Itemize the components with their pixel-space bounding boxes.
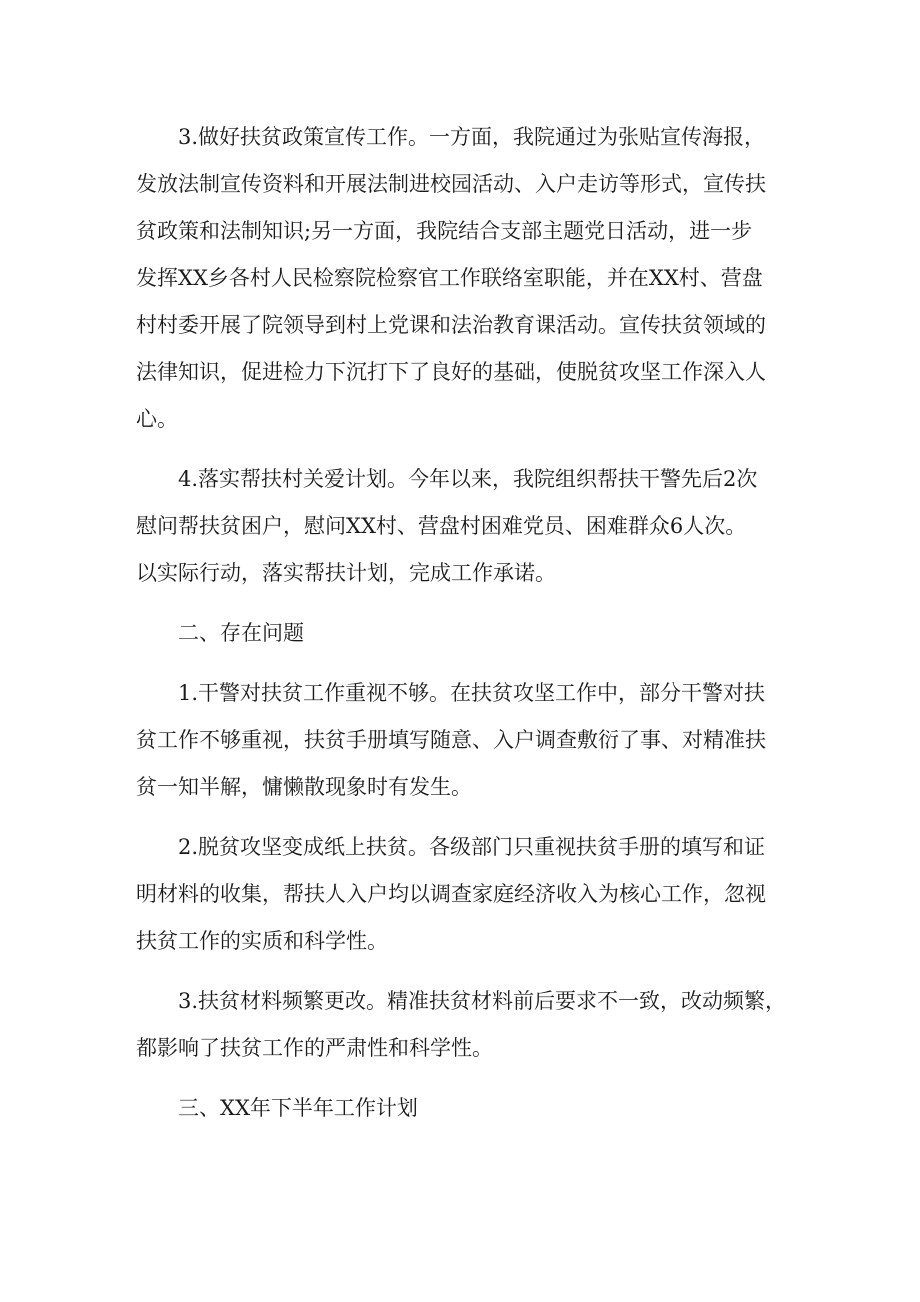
text-line: 扶贫工作的实质和科学性。	[136, 929, 388, 953]
text-line: 4.落实帮扶村关爱计划。今年以来，我院组织帮扶干警先后2次	[178, 467, 758, 491]
text-line: 慰问帮扶贫困户，慰问XX村、营盘村困难党员、困难群众6人次。	[136, 514, 747, 538]
document-body	[136, 114, 796, 1145]
section-heading-plan: 三、XX年下半年工作计划	[178, 1096, 418, 1120]
text-line: 3.扶贫材料频繁更改。精准扶贫材料前后要求不一致，改动频繁，	[178, 989, 787, 1013]
text-line: 法律知识，促进检力下沉打下了良好的基础，使脱贫攻坚工作深入人	[136, 360, 766, 384]
section-heading-problems: 二、存在问题	[178, 621, 304, 645]
paragraph-care-plan	[136, 456, 796, 597]
text-line: 1.干警对扶贫工作重视不够。在扶贫攻坚工作中，部分干警对扶	[178, 681, 766, 705]
text-line: 发挥XX乡各村人民检察院检察官工作联络室职能，并在XX村、营盘	[136, 266, 763, 290]
text-line: 贫一知半解，慵懒散现象时有发生。	[136, 775, 472, 799]
text-line: 贫工作不够重视，扶贫手册填写随意、入户调查敷衍了事、对精准扶	[136, 728, 766, 752]
text-line: 心。	[136, 407, 178, 431]
text-line: 发放法制宣传资料和开展法制进校园活动、入户走访等形式，宣传扶	[136, 172, 766, 196]
paragraph-problem-2	[136, 824, 796, 965]
text-line: 村村委开展了院领导到村上党课和法治教育课活动。宣传扶贫领域的	[136, 313, 766, 337]
text-line: 以实际行动，落实帮扶计划，完成工作承诺。	[136, 561, 556, 585]
text-line: 贫政策和法制知识;另一方面，我院结合支部主题党日活动，进一步	[136, 219, 753, 243]
paragraph-problem-1	[136, 670, 796, 811]
text-line: 明材料的收集，帮扶人入户均以调查家庭经济收入为核心工作，忽视	[136, 882, 766, 906]
text-line: 2.脱贫攻坚变成纸上扶贫。各级部门只重视扶贫手册的填写和证	[178, 835, 766, 859]
paragraph-problem-3	[136, 978, 796, 1072]
paragraph-publicity	[136, 114, 796, 443]
text-line: 都影响了扶贫工作的严肃性和科学性。	[136, 1036, 493, 1060]
text-line: 3.做好扶贫政策宣传工作。一方面，我院通过为张贴宣传海报，	[178, 125, 766, 149]
